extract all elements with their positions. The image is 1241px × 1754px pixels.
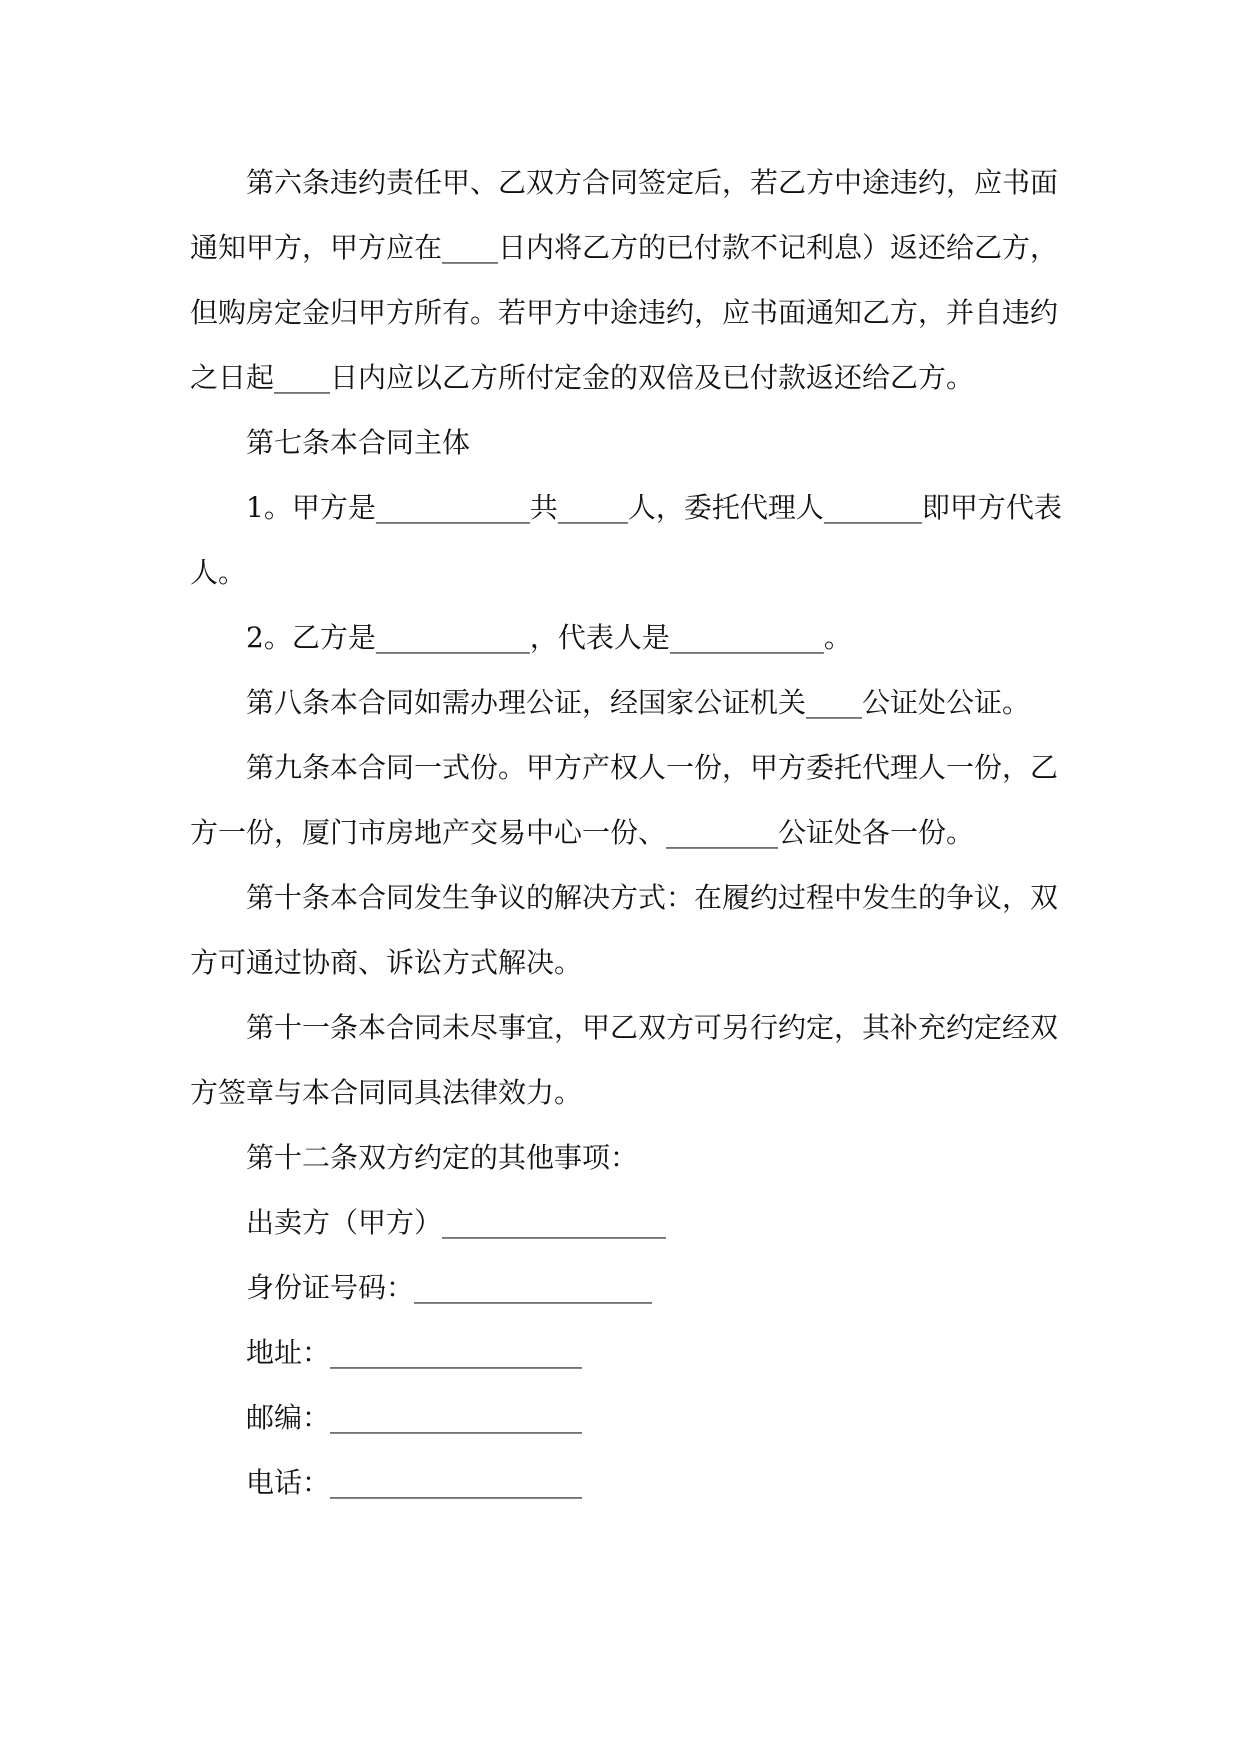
- article-7-heading: 第七条本合同主体: [246, 426, 471, 459]
- seller-field: 出卖方（甲方）________________: [246, 1206, 667, 1239]
- postcode-field: 邮编：__________________: [246, 1401, 583, 1434]
- article-7-party-b: 2。乙方是___________，代表人是___________。: [246, 621, 852, 654]
- article-11-supplementary: 第十一条本合同未尽事宜，甲乙双方可另行约定，其补充约定经双方签章与本合同同具法律效力。: [190, 1011, 1059, 1109]
- article-6-breach-liability: 第六条违约责任甲、乙双方合同签定后，若乙方中途违约，应书面通知甲方，甲方应在____日内将乙方的已付款不记利息）返还给乙方，但购房定金归甲方所有。若甲方中途违约，应书面通知乙方，并自违约之日起____日内应以乙方所付定金的双倍及已付款返还给乙方。: [190, 166, 1059, 394]
- phone-field: 电话：__________________: [246, 1466, 583, 1499]
- contract-body: [190, 150, 1070, 1515]
- article-8-notarization: 第八条本合同如需办理公证，经国家公证机关____公证处公证。: [246, 686, 1031, 719]
- article-10-dispute-resolution: 第十条本合同发生争议的解决方式：在履约过程中发生的争议，双方可通过协商、诉讼方式解决。: [190, 881, 1059, 979]
- address-field: 地址：__________________: [246, 1336, 583, 1369]
- id-number-field: 身份证号码：_________________: [246, 1271, 653, 1304]
- article-7-party-a: 1。甲方是___________共_____人，委托代理人_______即甲方代表人。: [190, 491, 1062, 589]
- article-12-other-matters: 第十二条双方约定的其他事项：: [246, 1141, 639, 1174]
- article-9-copies: 第九条本合同一式份。甲方产权人一份，甲方委托代理人一份，乙方一份，厦门市房地产交易中心一份、________公证处各一份。: [190, 751, 1059, 849]
